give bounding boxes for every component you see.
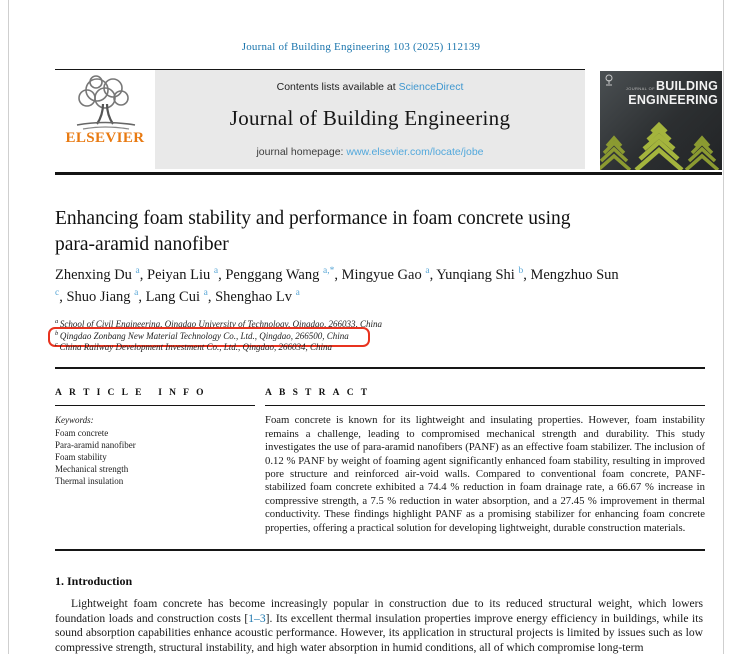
masthead	[55, 70, 585, 169]
homepage-prefix: journal homepage:	[256, 146, 347, 158]
journal-banner	[155, 70, 585, 169]
article-info-heading: A R T I C L E I N F O	[55, 388, 207, 398]
author-name: Shuo Jiang	[66, 289, 135, 305]
page-left-edge	[8, 0, 9, 654]
reference-link-1-3[interactable]: 1–3	[248, 611, 266, 625]
contents-line	[155, 81, 585, 93]
affiliation-text: Qingdao Zonbang New Material Technology Co., Ltd., Qingdao, 266500, China	[59, 330, 349, 341]
cover-title-line1: BUILDING	[655, 79, 718, 93]
author-superscript[interactable]: a	[295, 288, 300, 299]
affiliation-text: School of Civil Engineering, Qingdao University of Technology, Qingdao, 266033, China	[59, 319, 383, 329]
cover-title-line2: ENGINEERING	[628, 93, 718, 107]
cover-trees-graphic	[600, 108, 722, 170]
author-name: Mingyue Gao	[341, 267, 426, 283]
keyword-item: Mechanical strength	[55, 464, 129, 475]
keyword-item: Thermal insulation	[55, 476, 124, 487]
elsevier-wordmark: ELSEVIER	[65, 130, 145, 146]
affiliation-text: China Railway Development Investment Co., Ltd., Qingdao, 266034, China	[59, 342, 332, 352]
abstract-bottom-rule	[55, 549, 705, 551]
article-info-rule	[55, 405, 255, 406]
affiliation-superscript: c	[55, 341, 60, 348]
author-superscript[interactable]: a	[203, 288, 208, 299]
journal-title: Journal of Building Engineering	[229, 106, 511, 130]
abstract-column	[265, 388, 705, 535]
author-superscript[interactable]: c	[55, 288, 60, 299]
cover-kicker: JOURNAL OF	[625, 86, 655, 91]
affiliation-list	[55, 319, 615, 354]
author-name: Yunqiang Shi	[436, 267, 519, 283]
journal-cover-thumbnail[interactable]	[600, 71, 722, 170]
introduction-heading: 1. Introduction	[55, 574, 133, 588]
author-name: Lang Cui	[145, 289, 204, 305]
affiliation-item-highlighted	[55, 331, 615, 343]
author-list: Zhenxing Du $^a$, Peiyan Liu $^a$, Penggang Wang $^{a,*}$, Mingyue Gao $^a$, Yunqiang Shi $^b$, Mengzhuo Sun $^c$, Shuo Jiang $^a$, Lang Cui $^a$, Shenghao Lv $^a$	[55, 266, 619, 305]
author-superscript[interactable]: b	[518, 266, 524, 277]
masthead-bottom-rule	[55, 172, 722, 175]
keyword-item: Para-aramid nanofiber	[55, 439, 136, 450]
author-superscript[interactable]: a	[213, 266, 219, 277]
author-superscript[interactable]: a	[134, 288, 139, 299]
intro-text-before-ref: Lightweight foam concrete has become increasingly popular in construction due to its reduced structural weight, which lowers foundation loads and construction costs [	[55, 597, 703, 625]
journal-citation-link[interactable]: Journal of Building Engineering 103 (2025) 112139	[241, 41, 481, 53]
author-name: Peiyan Liu	[147, 267, 214, 283]
introduction-paragraph	[55, 597, 703, 656]
intro-text-after-ref: ]. Its excellent thermal insulation properties improve energy efficiency in buildings, while its sound absorption capabilities enhance acoustic performance. However, its application in structural projects is limited by issues such as low compressive strength, structural instability, and high water absorption in humid conditions, all of which compromise long-term	[55, 611, 703, 655]
page-right-edge	[723, 0, 724, 654]
author-name: Zhenxing Du	[55, 267, 136, 283]
author-name: Mengzhuo Sun	[530, 267, 619, 283]
abstract-heading: A B S T R A C T	[265, 388, 371, 398]
affiliation-item	[55, 342, 615, 354]
section-divider-rule	[55, 367, 705, 369]
affiliation-item	[55, 319, 615, 331]
keywords-label: Keywords:	[55, 415, 94, 426]
author-superscript[interactable]: a,*	[322, 266, 335, 277]
cover-title	[626, 80, 718, 106]
elsevier-tree-icon	[63, 74, 147, 132]
affiliation-superscript: a	[55, 318, 60, 325]
author-name: Shenghao Lv	[215, 289, 296, 305]
sciencedirect-link[interactable]: ScienceDirect	[398, 81, 464, 93]
affiliation-superscript: b	[55, 329, 60, 337]
abstract-rule	[265, 405, 705, 406]
author-superscript[interactable]: a	[135, 266, 140, 277]
author-superscript[interactable]: a	[425, 266, 430, 277]
elsevier-logo[interactable]	[55, 70, 155, 169]
contents-prefix: Contents lists available at	[276, 81, 399, 93]
keywords-list	[55, 427, 255, 488]
abstract-text: Foam concrete is known for its lightweight and insulating properties. However, foam instability remains a challenge, leading to compromised mechanical strength and durability. This study investigates the use of para-aramid nanofibers (PANF) as an effective foam stabilizer. The inclusion of 0.12 % PANF by weight of foaming agent significantly enhanced foam stability, resulting in improved pore structure and reinforced air-void walls. Compared to conventional foam concrete, PANF-stabilized foam concrete exhibited a 74.4 % reduction in foam drainage rate, a 66.67 % increase in compressive strength, a 7.5 % reduction in water absorption, and a 27.45 % improvement in thermal conductivity. These findings highlight PANF as a promising stabilizer for enhancing foam concrete properties, offering a practical solution for developing lightweight, durable construction materials.	[265, 414, 705, 534]
keyword-item: Foam stability	[55, 451, 107, 462]
article-info-column	[55, 388, 255, 488]
article-title: Enhancing foam stability and performance in foam concrete using para-aramid nanofiber	[55, 208, 571, 255]
author-name: Penggang Wang	[225, 267, 323, 283]
homepage-link[interactable]: www.elsevier.com/locate/jobe	[346, 146, 484, 158]
keyword-item: Foam concrete	[55, 427, 109, 438]
cover-elsevier-mark-icon	[604, 74, 614, 86]
homepage-line	[155, 146, 585, 158]
